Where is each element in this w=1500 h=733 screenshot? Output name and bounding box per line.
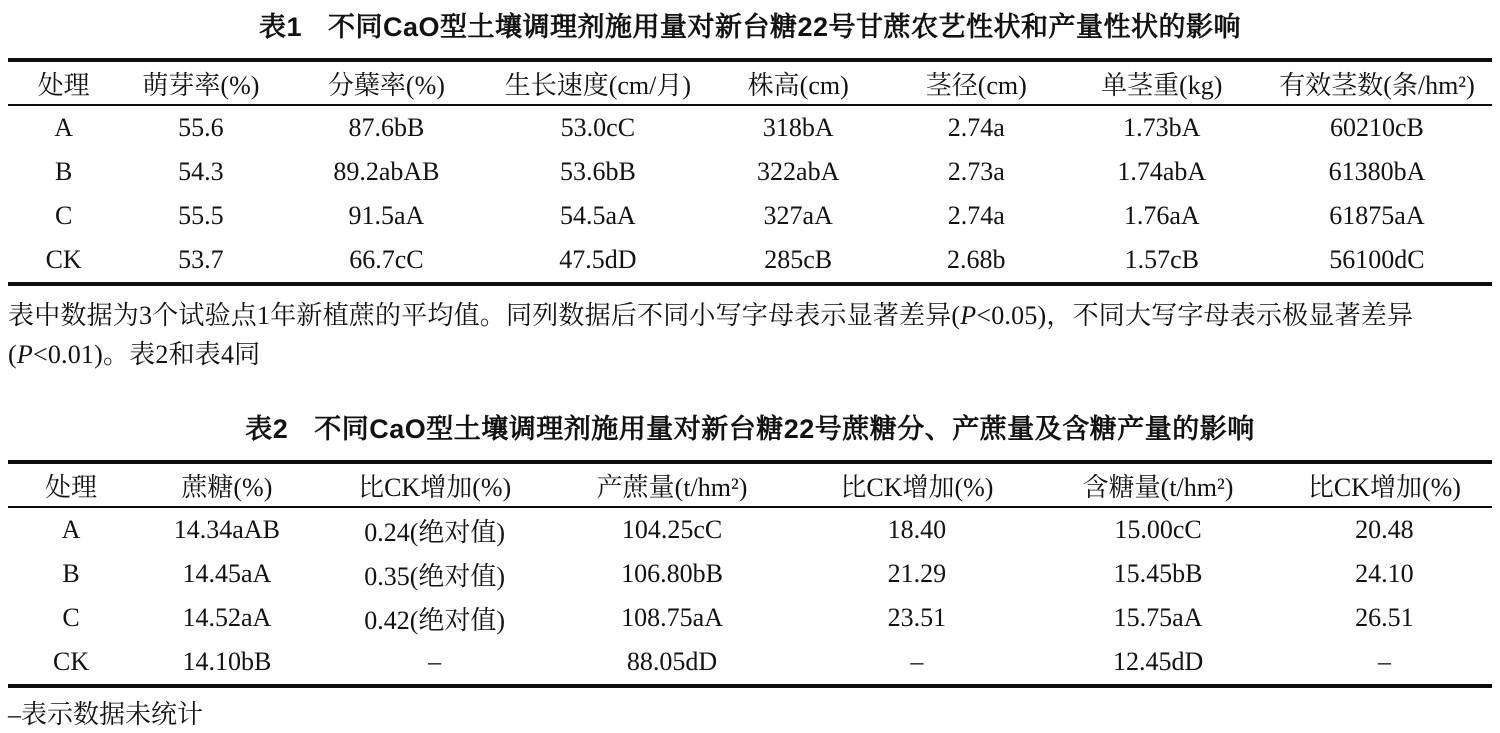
table1-cell-r0-c2: 87.6bB [348, 113, 425, 142]
table1-cell-r3-c7: 56100dC [1329, 245, 1425, 274]
table1-note [8, 296, 1492, 374]
note-text: ( [8, 340, 17, 369]
table2-header-col-5: 含糖量(t/hm²) [1082, 472, 1234, 502]
table1-note-line2 [8, 335, 1492, 374]
table2-cell-r0-c3: 104.25cC [621, 515, 723, 544]
table1-cell-r2-c5: 2.74a [947, 201, 1005, 230]
table1-header-col-5: 茎径(cm) [925, 70, 1027, 100]
table1-title [8, 0, 1492, 41]
table2-cell-r3-c5: 12.45dD [1112, 647, 1204, 676]
table2-cell-r3-c2: – [428, 647, 442, 676]
table1-cell-r0-c7: 60210cB [1330, 113, 1424, 142]
table2-cell-r1-c6: 24.10 [1355, 559, 1414, 588]
table2 [8, 460, 1492, 688]
note-text: <0.05)，不同大写字母表示极显著差异 [976, 301, 1414, 330]
table2-footnote: –表示数据未统计 [8, 700, 204, 729]
table1-row-B [8, 150, 1492, 194]
table2-cell-r3-c3: 88.05dD [626, 647, 718, 676]
table1-cell-r1-c5: 2.73a [947, 157, 1005, 186]
table2-cell-r0-c6: 20.48 [1355, 515, 1414, 544]
table2-title [8, 416, 1492, 443]
table1-cell-r1-c0: B [54, 157, 73, 186]
table2-header-col-1: 蔗糖(%) [181, 472, 273, 502]
note-text: 表中数据为3个试验点1年新植蔗的平均值。同列数据后不同小写字母表示显著差异( [8, 301, 961, 330]
table2-cell-r1-c0: B [62, 559, 80, 588]
table2-title-text: 不同CaO型土壤调理剂施用量对新台糖22号蔗糖分、产蔗量及含糖产量的影响 [314, 414, 1255, 444]
table2-header-col-4: 比CK增加(%) [840, 472, 994, 502]
table1-cell-r1-c2: 89.2abAB [333, 157, 440, 186]
table1-cell-r3-c4: 285cB [764, 245, 833, 274]
note-text: <0.01)。表2和表4同 [32, 340, 261, 369]
table2-header-col-0: 处理 [45, 472, 98, 502]
italic-p-text: P [16, 340, 33, 369]
table1-cell-r2-c6: 1.76aA [1123, 201, 1200, 230]
table2-cell-r1-c1: 14.45aA [182, 559, 272, 588]
table1-header-col-0: 处理 [37, 70, 90, 100]
table1-cell-r0-c6: 1.73bA [1123, 113, 1201, 142]
table1-header-col-4: 株高(cm) [747, 70, 849, 100]
table2-cell-r2-c2: 0.42(绝对值) [364, 605, 506, 635]
table2-row-C [8, 596, 1492, 640]
table2-cell-r0-c1: 14.34aAB [173, 515, 280, 544]
table2-title-label: 表2 [245, 414, 289, 444]
table2-row-CK [8, 640, 1492, 686]
table1-title-text: 不同CaO型土壤调理剂施用量对新台糖22号甘蔗农艺性状和产量性状的影响 [327, 12, 1242, 42]
table1-cell-r1-c6: 1.74abA [1117, 157, 1207, 186]
table1-note-line1 [8, 296, 1492, 335]
table1-cell-r1-c1: 54.3 [178, 157, 224, 186]
table1-cell-r3-c6: 1.57cB [1124, 245, 1199, 274]
table1-cell-r0-c4: 318bA [762, 113, 834, 142]
table2-cell-r3-c1: 14.10bB [182, 647, 272, 676]
table2-header-row [8, 462, 1492, 507]
table1-row-A [8, 105, 1492, 150]
table2-cell-r1-c2: 0.35(绝对值) [364, 561, 506, 591]
table2-header-col-6: 比CK增加(%) [1307, 472, 1461, 502]
table2-cell-r0-c2: 0.24(绝对值) [364, 517, 506, 547]
table2-cell-r1-c4: 21.29 [887, 559, 947, 588]
table1-cell-r0-c3: 53.0cC [560, 113, 636, 142]
table1-cell-r2-c0: C [54, 201, 73, 230]
table2-cell-r0-c5: 15.00cC [1114, 515, 1202, 544]
table1-cell-r0-c5: 2.74a [947, 113, 1005, 142]
table2-cell-r3-c6: – [1377, 647, 1391, 676]
table1-cell-r1-c3: 53.6bB [559, 157, 636, 186]
table1-row-CK [8, 238, 1492, 284]
table1-cell-r1-c4: 322abA [757, 157, 840, 186]
table1-header-row [8, 60, 1492, 105]
table1-cell-r1-c7: 61380bA [1328, 157, 1426, 186]
table1-cell-r0-c0: A [54, 113, 74, 142]
table1 [8, 58, 1492, 286]
table1-cell-r3-c5: 2.68b [947, 245, 1006, 274]
table1-header-col-1: 萌芽率(%) [142, 70, 260, 100]
table2-cell-r0-c0: A [61, 515, 81, 544]
table2-header-col-2: 比CK增加(%) [358, 472, 512, 502]
table1-title-label: 表1 [258, 12, 302, 42]
table1-row-C [8, 194, 1492, 238]
table2-cell-r3-c4: – [910, 647, 924, 676]
table2-cell-r1-c5: 15.45bB [1113, 559, 1203, 588]
table1-cell-r0-c1: 55.6 [178, 113, 224, 142]
table1-cell-r3-c1: 53.7 [178, 245, 224, 274]
table1-cell-r2-c2: 91.5aA [348, 201, 425, 230]
italic-p-text: P [960, 301, 977, 330]
table2-row-A [8, 507, 1492, 552]
table1-header-col-7: 有效茎数(条/hm²) [1279, 70, 1475, 100]
table1-cell-r3-c3: 47.5dD [559, 245, 637, 274]
table1-cell-r2-c3: 54.5aA [559, 201, 636, 230]
table1-cell-r2-c1: 55.5 [178, 201, 224, 230]
table2-cell-r2-c1: 14.52aA [182, 603, 272, 632]
table2-cell-r0-c4: 18.40 [887, 515, 947, 544]
table2-cell-r2-c4: 23.51 [887, 603, 947, 632]
table2-row-B [8, 552, 1492, 596]
table2-cell-r3-c0: CK [53, 647, 90, 676]
table2-cell-r2-c0: C [62, 603, 80, 632]
table1-cell-r3-c0: CK [45, 245, 82, 274]
table1-cell-r2-c7: 61875aA [1329, 201, 1425, 230]
table1-header-col-3: 生长速度(cm/月) [504, 70, 692, 100]
table2-header-col-3: 产蔗量(t/hm²) [596, 472, 748, 502]
table1-cell-r3-c2: 66.7cC [349, 245, 424, 274]
table2-cell-r2-c3: 108.75aA [621, 603, 723, 632]
table1-header-col-2: 分蘖率(%) [327, 70, 445, 100]
table2-cell-r1-c3: 106.80bB [621, 559, 723, 588]
table2-cell-r2-c6: 26.51 [1355, 603, 1414, 632]
table1-cell-r2-c4: 327aA [763, 201, 833, 230]
table2-cell-r2-c5: 15.75aA [1113, 603, 1203, 632]
table1-header-col-6: 单茎重(kg) [1101, 70, 1223, 100]
